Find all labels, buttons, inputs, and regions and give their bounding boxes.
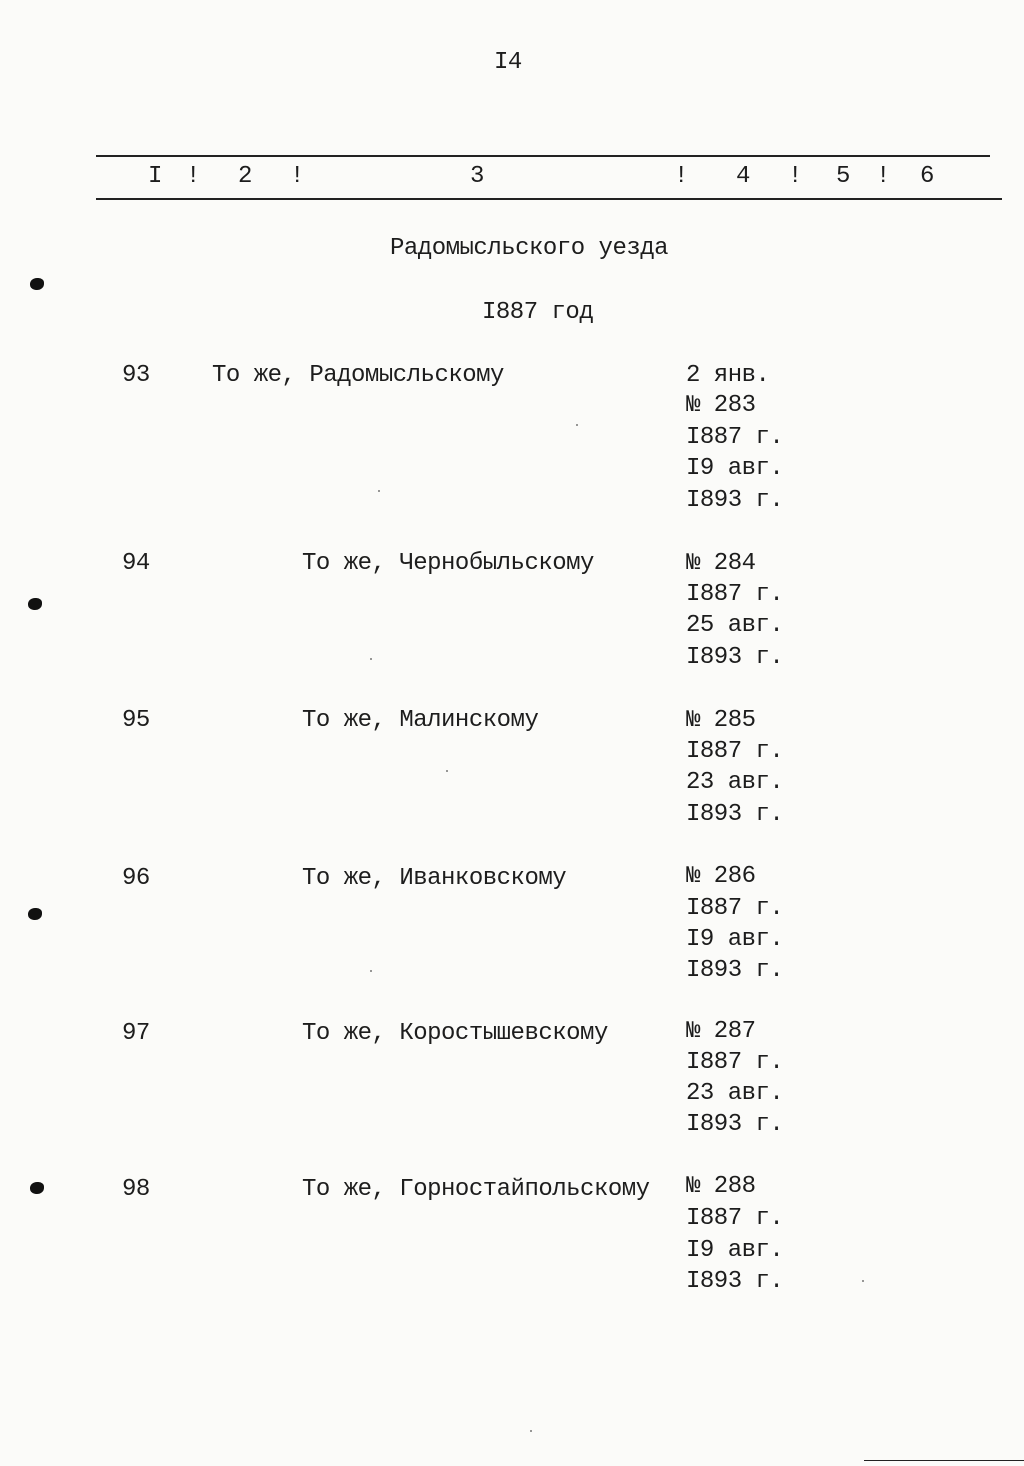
entry-description: То же, Иванковскому (302, 865, 567, 892)
entry-date-line: I887 г. (686, 424, 784, 451)
punch-hole-mark (28, 908, 42, 920)
punch-hole-mark (28, 598, 42, 610)
entry-description: То же, Коростышевскому (302, 1020, 608, 1047)
entry-number: 94 (122, 550, 150, 577)
header-top-rule (96, 155, 990, 157)
scan-speck (370, 658, 372, 660)
entry-date-line: № 285 (686, 707, 756, 734)
column-separator: ! (788, 163, 802, 190)
column-separator: ! (186, 163, 200, 190)
column-header-4: 4 (736, 163, 750, 190)
punch-hole-mark (30, 1182, 44, 1194)
entry-description: То же, Чернобыльскому (302, 550, 594, 577)
entry-date-line: I887 г. (686, 1049, 784, 1076)
entry-date-line: № 287 (686, 1018, 756, 1045)
entry-date-line: 23 авг. (686, 769, 784, 796)
entry-date-line: I893 г. (686, 487, 784, 514)
column-separator: ! (290, 163, 304, 190)
entry-description: То же, Малинскому (302, 707, 539, 734)
entry-date-line: I887 г. (686, 895, 784, 922)
scan-speck (446, 770, 448, 772)
entry-date-line: № 286 (686, 863, 756, 890)
punch-hole-mark (30, 278, 44, 290)
entry-date-line: I893 г. (686, 801, 784, 828)
entry-date-line: 23 авг. (686, 1080, 784, 1107)
entry-date-line: I887 г. (686, 581, 784, 608)
entry-number: 96 (122, 865, 150, 892)
entry-date-line: 25 авг. (686, 612, 784, 639)
scan-speck (370, 970, 372, 972)
entry-date-line: 2 янв. (686, 362, 770, 389)
entry-description: То же, Радомысльскому (212, 362, 504, 389)
header-bottom-rule (96, 198, 1002, 200)
entry-number: 93 (122, 362, 150, 389)
entry-number: 97 (122, 1020, 150, 1047)
column-header-2: 2 (238, 163, 252, 190)
entry-date-line: I893 г. (686, 1268, 784, 1295)
entry-date-line: I9 авг. (686, 926, 784, 953)
entry-date-line: № 283 (686, 392, 756, 419)
column-header-3: 3 (470, 163, 484, 190)
column-header-1: I (148, 163, 162, 190)
scan-speck (862, 1280, 864, 1282)
column-header-5: 5 (836, 163, 850, 190)
column-separator: ! (674, 163, 688, 190)
district-heading: Радомысльского уезда (390, 235, 669, 262)
column-separator: ! (876, 163, 890, 190)
entry-description: То же, Горностайпольскому (302, 1176, 650, 1203)
entry-date-line: I893 г. (686, 957, 784, 984)
entry-number: 95 (122, 707, 150, 734)
scan-speck (530, 1430, 532, 1432)
entry-date-line: I887 г. (686, 1205, 784, 1232)
bottom-edge-line (864, 1460, 1024, 1461)
scan-speck (378, 490, 380, 492)
entry-date-line: I887 г. (686, 738, 784, 765)
entry-number: 98 (122, 1176, 150, 1203)
scan-speck (576, 424, 578, 426)
entry-date-line: № 284 (686, 550, 756, 577)
entry-date-line: I893 г. (686, 1111, 784, 1138)
entry-date-line: I9 авг. (686, 455, 784, 482)
entry-date-line: I893 г. (686, 644, 784, 671)
entry-date-line: I9 авг. (686, 1237, 784, 1264)
column-header-6: 6 (920, 163, 934, 190)
entry-date-line: № 288 (686, 1173, 756, 1200)
page-number: I4 (494, 49, 522, 76)
year-heading: I887 год (482, 299, 594, 326)
